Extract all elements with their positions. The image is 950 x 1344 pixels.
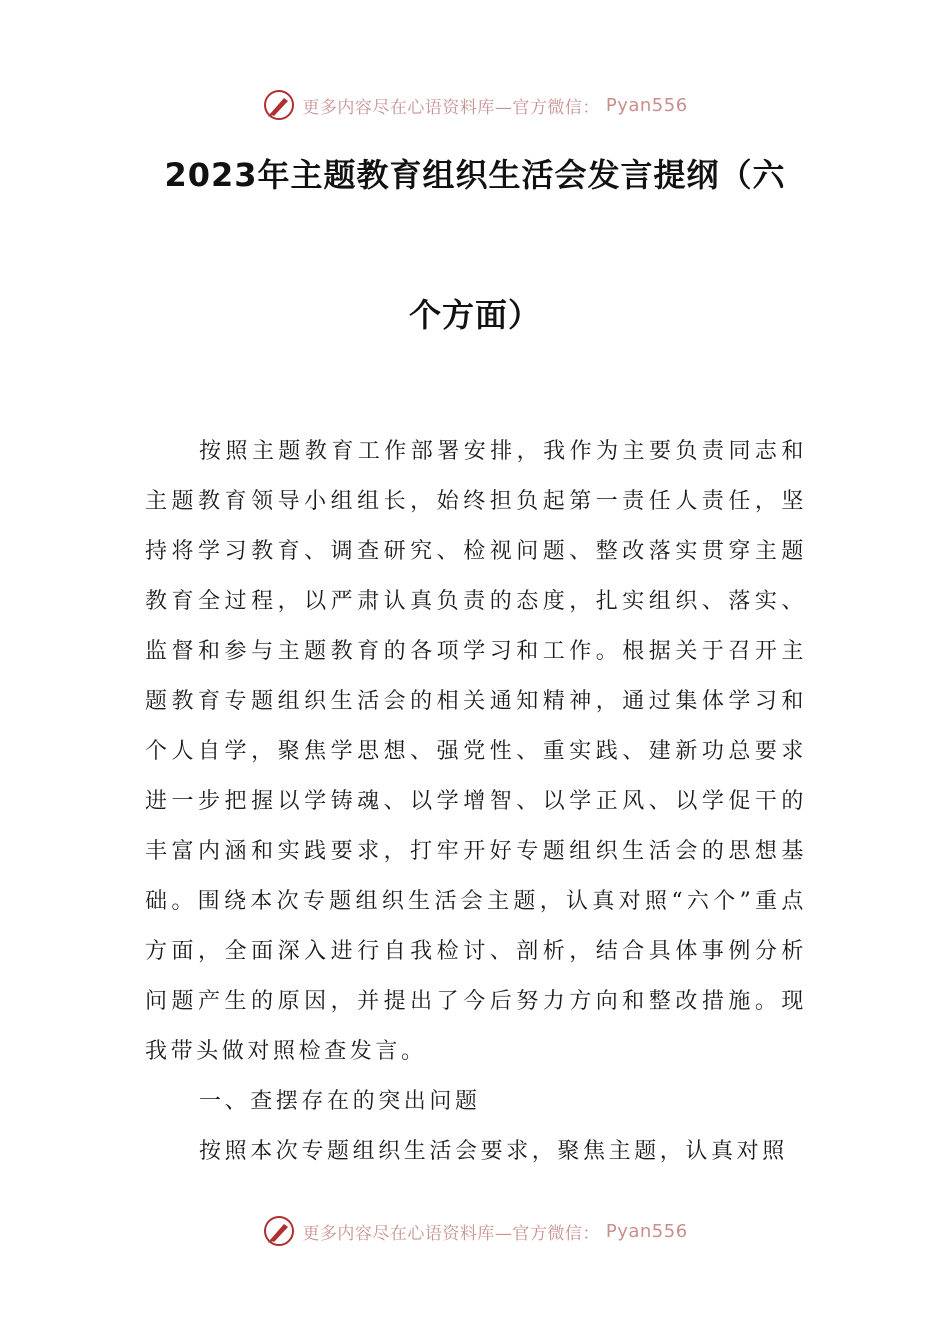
intro-paragraph: 按照主题教育工作部署安排，我作为主要负责同志和主题教育领导小组组长，始终担负起第一责任人责任，坚持将学习教育、调查研究、检视问题、整改落实贯穿主题教育全过程，以严肃认真负责的态度，扎实组织、落实、监督和参与主题教育的各项学习和工作。根据关于召开主题教育专题组织生活会的相关通知精神，通过集体学习和个人自学，聚焦学思想、强党性、重实践、建新功总要求进一步把握以学铸魂、以学增智、以学正风、以学促干的丰富内涵和实践要求，打牢开好专题组织生活会的思想基础。围绕本次专题组织生活会主题，认真对照“六个”重点方面，全面深入进行自我检讨、剖析，结合具体事例分析问题产生的原因，并提出了今后努力方向和整改措施。现我带头做对照检查发言。 — [145, 439, 807, 1064]
document-title-line1: 2023年主题教育组织生活会发言提纲（六 — [164, 156, 786, 194]
pen-logo-icon — [262, 1214, 296, 1248]
watermark-text: 更多内容尽在心语资料库—官方微信： — [302, 1223, 600, 1244]
section-heading: 一、查摆存在的突出问题 — [199, 1089, 481, 1114]
footer-watermark — [0, 1214, 950, 1248]
pen-logo-icon — [262, 88, 296, 122]
watermark-handle: Pyan556 — [605, 1220, 688, 1242]
header-watermark — [0, 88, 950, 122]
watermark-text: 更多内容尽在心语资料库—官方微信： — [302, 97, 600, 118]
section-paragraph: 按照本次专题组织生活会要求，聚焦主题，认真对照 — [199, 1139, 788, 1164]
watermark-handle: Pyan556 — [605, 94, 688, 116]
document-title-line2: 个方面） — [408, 296, 541, 334]
